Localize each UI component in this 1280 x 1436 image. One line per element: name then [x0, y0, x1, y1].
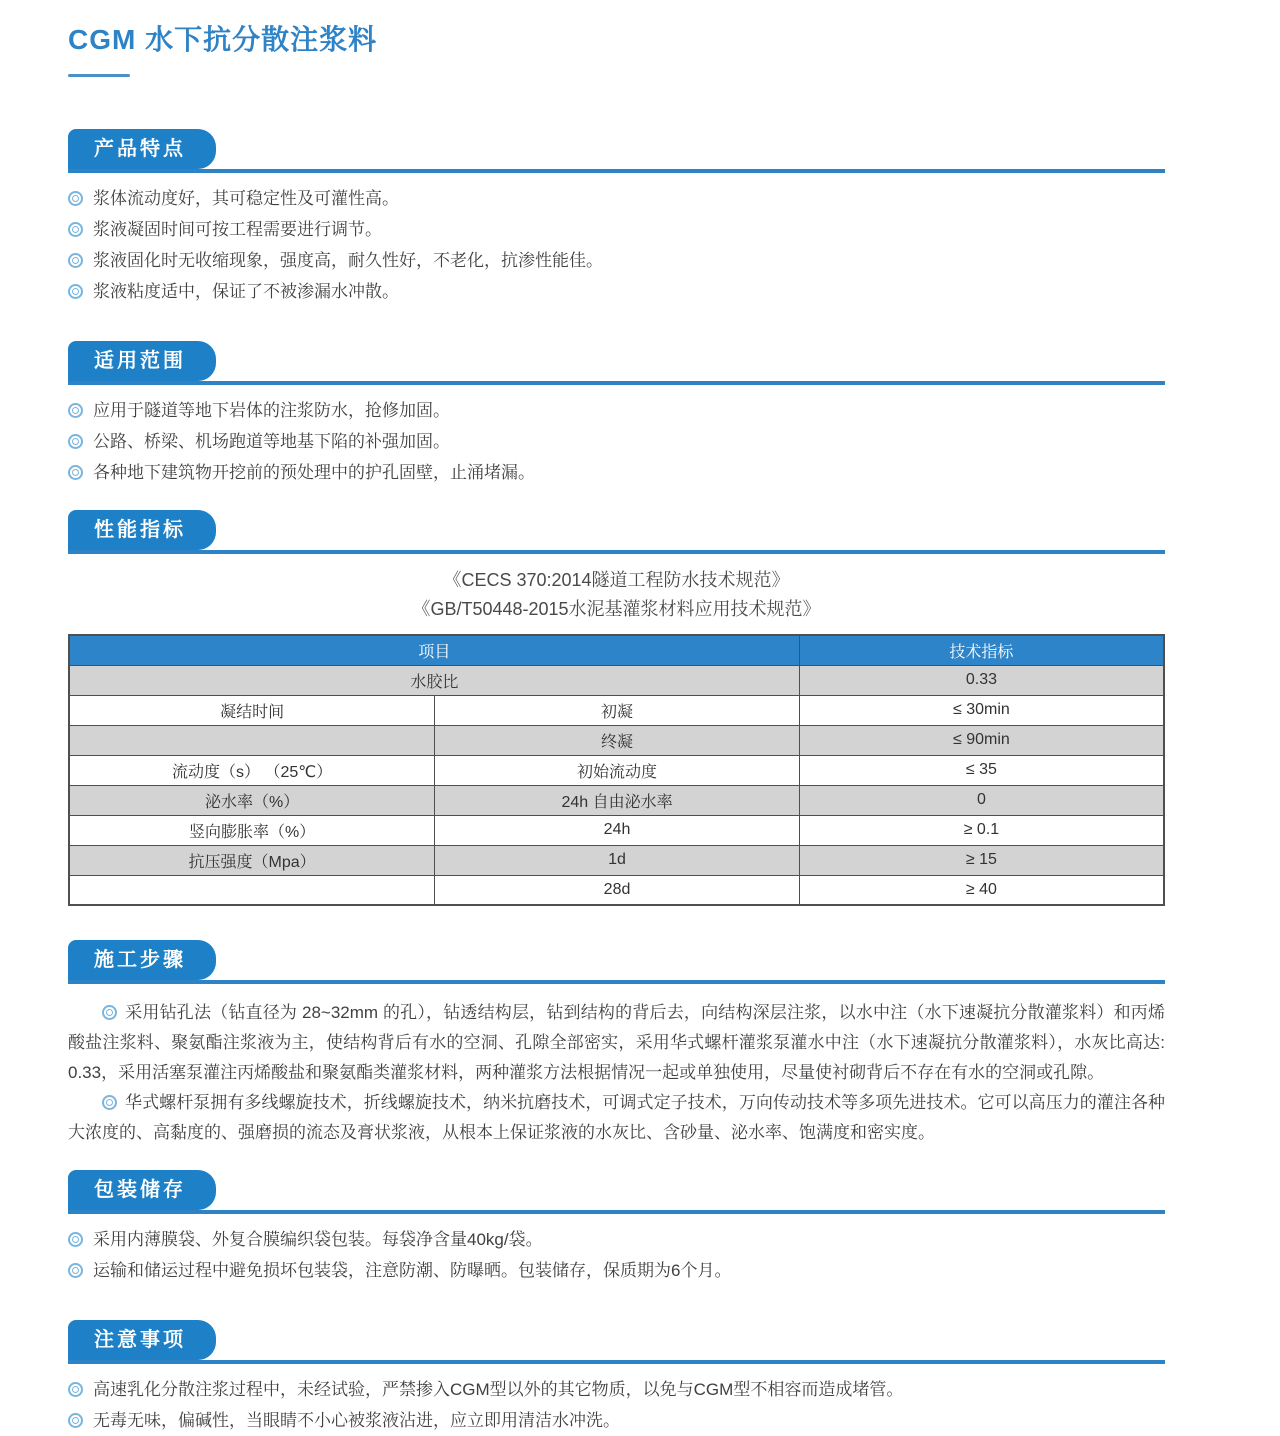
bullseye-icon	[68, 1413, 83, 1428]
list-item-text: 浆液凝固时间可按工程需要进行调节。	[93, 220, 382, 239]
bullseye-icon	[68, 403, 83, 418]
table-cell	[69, 875, 435, 905]
list-item	[68, 1255, 1165, 1286]
section-header-rule	[68, 1320, 1165, 1364]
list-item-text: 公路、桥梁、机场跑道等地基下陷的补强加固。	[93, 432, 450, 451]
table-cell	[69, 725, 435, 755]
list-item-text: 浆体流动度好，其可稳定性及可灌性高。	[93, 189, 399, 208]
construction-paragraphs	[68, 998, 1165, 1148]
table-cell: 终凝	[435, 725, 800, 755]
table-cell: ≤ 90min	[799, 725, 1164, 755]
packaging-list	[68, 1224, 1165, 1286]
section-title-scope: 适用范围	[68, 341, 216, 381]
section-header-rule	[68, 510, 1165, 554]
table-cell: 24h 自由泌水率	[435, 785, 800, 815]
table-header-row	[69, 635, 1164, 665]
table-row	[69, 875, 1164, 905]
scope-list	[68, 395, 1165, 488]
table-cell: 水胶比	[69, 665, 799, 695]
section-title-notes: 注意事项	[68, 1320, 216, 1360]
section-performance	[68, 510, 1165, 906]
table-row	[69, 755, 1164, 785]
table-cell: 0	[799, 785, 1164, 815]
list-item	[68, 426, 1165, 457]
list-item	[68, 183, 1165, 214]
bullseye-icon	[68, 1382, 83, 1397]
section-notes	[68, 1320, 1165, 1436]
table-cell: 0.33	[799, 665, 1164, 695]
section-header-rule	[68, 1170, 1165, 1214]
bullseye-icon	[68, 284, 83, 299]
standard-line: 《CECS 370:2014隧道工程防水技术规范》	[443, 570, 790, 590]
standard-line: 《GB/T50448-2015水泥基灌浆材料应用技术规范》	[412, 599, 821, 619]
table-cell: 1d	[435, 845, 800, 875]
table-cell: ≥ 0.1	[799, 815, 1164, 845]
section-title-construction: 施工步骤	[68, 940, 216, 980]
list-item-text: 各种地下建筑物开挖前的预处理中的护孔固壁，止涌堵漏。	[93, 463, 535, 482]
section-header-rule	[68, 129, 1165, 173]
bullseye-icon	[102, 1005, 117, 1020]
section-packaging	[68, 1170, 1165, 1286]
list-item	[68, 245, 1165, 276]
table-row	[69, 695, 1164, 725]
page-title: CGM 水下抗分散注浆料	[68, 24, 378, 55]
list-item-text: 采用内薄膜袋、外复合膜编织袋包装。每袋净含量40kg/袋。	[93, 1230, 543, 1249]
table-row	[69, 845, 1164, 875]
section-title-features: 产品特点	[68, 129, 216, 169]
section-features	[68, 129, 1165, 307]
table-cell: 28d	[435, 875, 800, 905]
list-item	[68, 395, 1165, 426]
paragraph-text: 采用钻孔法（钻直径为 28~32mm 的孔），钻透结构层，钻到结构的背后去，向结构深层注浆，以水中注（水下速凝抗分散灌浆料）和丙烯酸盐注浆料、聚氨酯注浆液为主，使结构背后有水的空洞、孔隙全部密实，采用华式螺杆灌浆泵灌水中注（水下速凝抗分散灌浆料），水灰比高达: 0.33，采用活塞泵灌注丙烯酸盐和聚氨酯类灌浆材料，两种灌浆方法根据情况一起或单独使用，尽量使衬砌背后不存在有水的空洞或孔隙。	[68, 1003, 1165, 1082]
bullseye-icon	[68, 222, 83, 237]
list-item	[68, 457, 1165, 488]
table-cell: ≤ 35	[799, 755, 1164, 785]
list-item-text: 高速乳化分散注浆过程中，未经试验，严禁掺入CGM型以外的其它物质，以免与CGM型不相容而造成堵管。	[93, 1380, 904, 1399]
list-item-text: 运输和储运过程中避免损坏包装袋，注意防潮、防曝晒。包装储存，保质期为6个月。	[93, 1261, 732, 1280]
bullseye-icon	[68, 434, 83, 449]
bullseye-icon	[102, 1095, 117, 1110]
bullseye-icon	[68, 253, 83, 268]
list-item	[68, 1224, 1165, 1255]
table-row	[69, 785, 1164, 815]
table-cell: 抗压强度（Mpa）	[69, 845, 435, 875]
bullseye-icon	[68, 191, 83, 206]
table-cell: 初凝	[435, 695, 800, 725]
table-cell: ≥ 40	[799, 875, 1164, 905]
section-scope	[68, 341, 1165, 488]
paragraph-text: 华式螺杆泵拥有多线螺旋技术，折线螺旋技术，纳米抗磨技术，可调式定子技术，万向传动技术等多项先进技术。它可以高压力的灌注各种大浓度的、高黏度的、强磨损的流态及膏状浆液，从根本上保证浆液的水灰比、含砂量、泌水率、饱满度和密实度。	[68, 1093, 1165, 1142]
section-title-packaging: 包装储存	[68, 1170, 216, 1210]
notes-list	[68, 1374, 1165, 1436]
table-header-item: 项目	[69, 635, 799, 665]
table-cell: 24h	[435, 815, 800, 845]
paragraph	[68, 998, 1165, 1088]
table-cell: 竖向膨胀率（%）	[69, 815, 435, 845]
paragraph	[68, 1088, 1165, 1148]
section-header-rule	[68, 341, 1165, 385]
list-item	[68, 214, 1165, 245]
list-item	[68, 1405, 1165, 1436]
spec-table	[68, 634, 1165, 906]
bullseye-icon	[68, 1263, 83, 1278]
section-construction	[68, 940, 1165, 1148]
title-underline	[68, 74, 130, 77]
features-list	[68, 183, 1165, 307]
table-header-value: 技术指标	[799, 635, 1164, 665]
list-item-text: 无毒无味，偏碱性，当眼睛不小心被浆液沾进，应立即用清洁水冲洗。	[93, 1411, 620, 1430]
table-cell: ≤ 30min	[799, 695, 1164, 725]
table-row	[69, 725, 1164, 755]
list-item-text: 应用于隧道等地下岩体的注浆防水，抢修加固。	[93, 401, 450, 420]
section-title-performance: 性能指标	[68, 510, 216, 550]
bullseye-icon	[68, 1232, 83, 1247]
table-cell: 初始流动度	[435, 755, 800, 785]
table-cell: 流动度（s） （25℃）	[69, 755, 435, 785]
list-item-text: 浆液粘度适中，保证了不被渗漏水冲散。	[93, 282, 399, 301]
list-item	[68, 276, 1165, 307]
table-row	[69, 665, 1164, 695]
standards-references	[68, 566, 1165, 624]
list-item-text: 浆液固化时无收缩现象，强度高，耐久性好，不老化，抗渗性能佳。	[93, 251, 603, 270]
table-cell: 泌水率（%）	[69, 785, 435, 815]
table-cell: ≥ 15	[799, 845, 1164, 875]
bullseye-icon	[68, 465, 83, 480]
table-row	[69, 815, 1164, 845]
table-cell: 凝结时间	[69, 695, 435, 725]
section-header-rule	[68, 940, 1165, 984]
list-item	[68, 1374, 1165, 1405]
